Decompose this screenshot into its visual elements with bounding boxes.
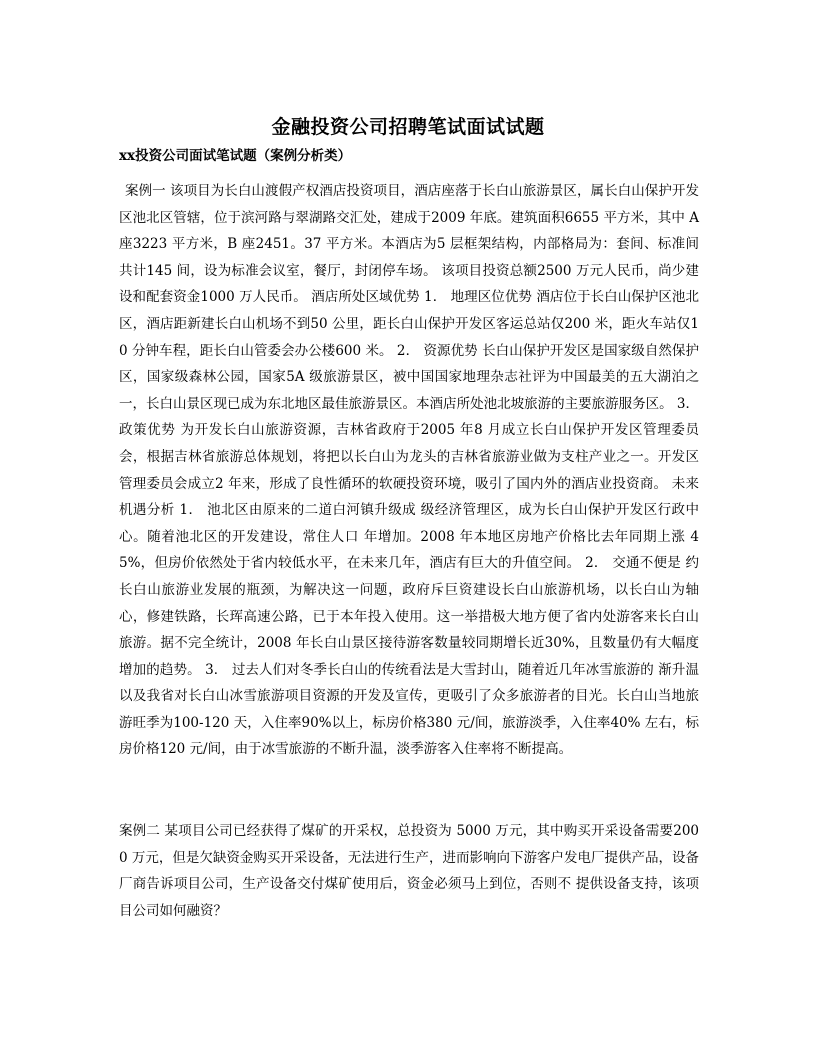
case-two-paragraph: 案例二 某项目公司已经获得了煤矿的开采权，总投资为 5000 万元，其中购买开采设备需要2000 万元，但是欠缺资金购买开采设备，无法进行生产，进而影响向下游客户发电厂提供产品，设备厂商告诉项目公司，生产设备交付煤矿使用后，资金必须马上到位，否则不 提供设备支持，该项目公司如何融资？ <box>119 823 699 919</box>
document-title: 金融投资公司招聘笔试面试试题 <box>271 116 545 138</box>
document-subtitle: xx投资公司面试笔试题（案例分析类） <box>119 148 352 164</box>
case-one-paragraph: 案例一 该项目为长白山渡假产权酒店投资项目，酒店座落于长白山旅游景区，属长白山保护开发区池北区管辖，位于滨河路与翠湖路交汇处，建成于2009 年底。建筑面积6655 平方米，其中 A 座3223 平方米，B 座2451。37 平方米。本酒店为5 层框架结构，内部格局为：套间、标准间共计145 间，设为标准会议室，餐厅，封闭停车场。 该项目投资总额2500 万元人民币，尚少建设和配套资金1000 万人民币。 酒店所处区域优势 1． 地理区位优势 酒店位于长白山保护区池北区，酒店距新建长白山机场不到50 公里，距长白山保护开发区客运总站仅200 米，距火车站仅10 分钟车程，距长白山管委会办公楼600 米。 2． 资源优势 长白山保护开发区是国家级自然保护区，国家级森林公园，国家5A 级旅游景区，被中国国家地理杂志社评为中国最美的五大湖泊之一，长白山景区现已成为东北地区最佳旅游景区。本酒店所处池北坡旅游的主要旅游服务区。 3． 政策优势 为开发长白山旅游资源，吉林省政府于2005 年8 月成立长白山保护开发区管理委员会，根据吉林省旅游总体规划，将把以长白山为龙头的吉林省旅游业做为支柱产业之一。开发区管理委员会成立2 年来，形成了良性循环的软硬投资环境，吸引了国内外的酒店业投资商。 未来机遇分析 1． 池北区由原来的二道白河镇升级成 级经济管理区，成为长白山保护开发区行政中心。随着池北区的开发建设，常住人口 年增加。2008 年本地区房地产价格比去年同期上涨 45%，但房价依然处于省内较低水平，在未来几年，酒店有巨大的升值空间。 2． 交通不便是 约长白山旅游业发展的瓶颈，为解决这一问题，政府斥巨资建设长白山旅游机场，以长白山为轴心，修建铁路，长珲高速公路，已于本年投入使用。这一举措极大地方便了省内处游客来长白山旅游。据不完全统计，2008 年长白山景区接待游客数量较同期增长近30%，且数量仍有大幅度增加的趋势。 3． 过去人们对冬季长白山的传统看法是大雪封山，随着近几年冰雪旅游的 渐升温以及我省对长白山冰雪旅游项目资源的开发及宣传，更吸引了众多旅游者的目光。长白山当地旅游旺季为100-120 天，入住率90%以上，标房价格380 元/间，旅游淡季，入住率40% 左右，标房价格120 元/间，由于冰雪旅游的不断升温，淡季游客入住率将不断提高。 <box>119 183 699 758</box>
